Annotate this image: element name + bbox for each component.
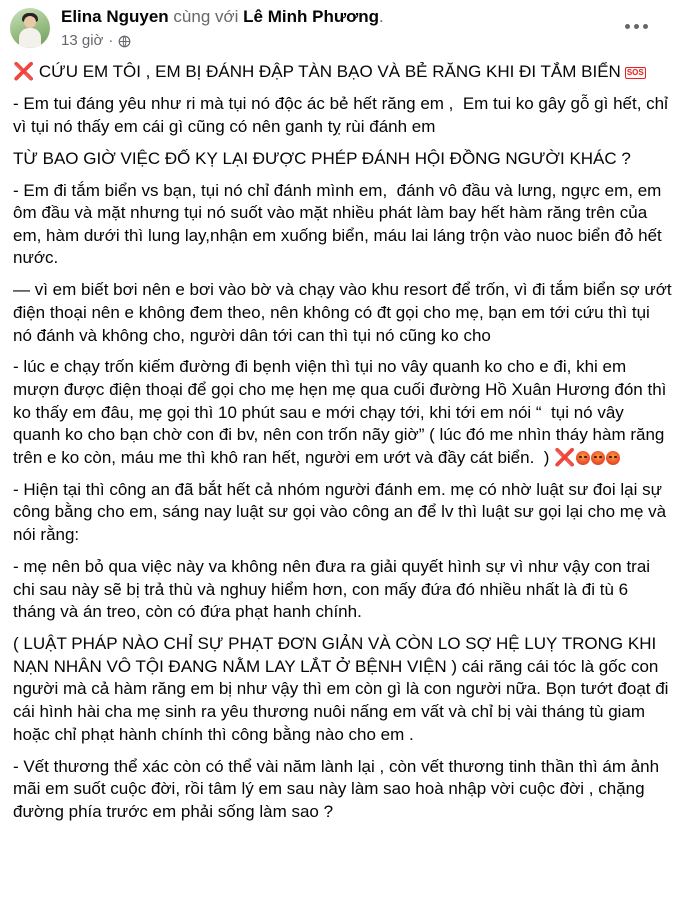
post-header [0, 0, 680, 60]
angry-face-icon [606, 451, 620, 465]
paragraph-6: - Hiện tại thì công an đã bắt hết cả nhóm người đánh em. mẹ có nhờ luật sư đoi lại sự công bằng cho em, sáng nay luật sư gọi vào công an để lv thì luật sư gọi lại cho mẹ và nói rằng: [13, 479, 671, 545]
post-body [13, 61, 677, 833]
paragraph-3: - Em đi tắm biển vs bạn, tụi nó chỉ đánh mình em, đánh vô đầu và lưng, ngực em, em ôm đầu và mặt nhưng tụi nó suốt vào mặt nhiều phát làm bay hết hàm răng trên của em, hàm dưới thì lung lay,nhận em xuống biển, máu lai láng trộn vào nuoc biển đỏ hết nước. [13, 180, 667, 268]
tagged-name[interactable]: Lê Minh Phương [243, 7, 379, 26]
author-avatar[interactable] [10, 8, 50, 48]
globe-icon[interactable] [118, 35, 131, 48]
angry-face-icon [591, 451, 605, 465]
tagged-suffix: . [379, 7, 384, 26]
paragraph-2: TỪ BAO GIỜ VIỆC ĐỐ KỴ LẠI ĐƯỢC PHÉP ĐÁNH HỘI ĐỒNG NGƯỜI KHÁC ? [13, 148, 631, 168]
paragraph-5: - lúc e chạy trốn kiếm đường đi bẹnh viện thì tụi no vây quanh ko cho e đi, khi em mượn được điện thoại để gọi cho mẹ hẹn mẹ qua cuối đường Hồ Xuân Hương đón thì ko thấy em đâu, mẹ gọi thì 10 phút sau e mới chạy tới, khi tới em nói “ tụi nó vây quanh ko cho bạn chờ con đi bv, nên con trốn nãy giờ” ( lúc đó me nhìn tháy hàm răng trên e ko còn, máu me thì khô ran hết, người em ướt và đầy cát biển. ) ❌ [13, 357, 672, 467]
author-line [61, 6, 384, 28]
paragraph-1: - Em tui đáng yêu như ri mà tụi nó độc ác bẻ hết răng em , Em tui ko gây gỗ gì hết, chỉ vì tụi nó thấy em cái gì cũng có nên ganh tỵ rùi đánh em [13, 93, 673, 136]
more-dots-icon[interactable] [618, 12, 654, 40]
post-time[interactable]: 13 giờ [61, 32, 104, 49]
paragraph-8: ( LUẬT PHÁP NÀO CHỈ SỰ PHẠT ĐƠN GIẢN VÀ CÒN LO SỢ HỆ LUỴ TRONG KHI NẠN NHÂN VÔ TỘI ĐANG NẰM LAY LẮT Ở BỆNH VIỆN ) cái răng cái tóc là gốc con người mà cả hàm răng em bị như vậy thì em còn gì là con người nữa. Bọn tướt đoạt đi cái hình hài cha mẹ sinh ra yêu thương nuôi nấng em vất và chỉ bị vài tháng tù giam hoặc chỉ phạt hành chính thì công bằng nào cho em . [13, 634, 674, 744]
post-meta [61, 31, 131, 51]
post-title: ❌ CỨU EM TÔI , EM BỊ ĐÁNH ĐẬP TÀN BẠO VÀ BẺ RĂNG KHI ĐI TẮM BIỂN SOS [13, 62, 644, 81]
sos-icon: SOS [626, 68, 644, 77]
paragraph-4: — vì em biết bơi nên e bơi vào bờ và chạy vào khu resort để trốn, vì đi tắm biển sợ ướt điện thoại nên e không đem theo, nên không có đt gọi cho mẹ, bạn em tới cứu thì tụi nó đánh và không cho, người dân tới can thì tụi nó cũng ko cho [13, 280, 677, 345]
paragraph-7: - mẹ nên bỏ qua việc này va không nên đưa ra giải quyết hình sự vì như vậy con trai chi sau này sẽ bị trả thù và nghuy hiểm hơn, con mấy đứa đó nhiều nhất là đi tù 6 tháng và án treo, còn có đứa phạt hanh chính. [13, 557, 655, 622]
meta-separator: · [108, 32, 114, 49]
paragraph-9: - Vết thương thể xác còn có thể vài năm lành lại , còn vết thương tinh thần thì ám ảnh mãi em suốt cuộc đời, rồi tâm lý em sau này làm sao hoà nhập vời cuộc đời , chặng đường phía trước em phải sống làm sao ? [13, 756, 664, 821]
cross-icon: ❌ [554, 447, 576, 467]
cross-icon: ❌ [13, 62, 35, 81]
author-name[interactable]: Elina Nguyen [61, 7, 169, 26]
angry-face-icon [576, 451, 590, 465]
with-text: cùng với [173, 7, 239, 26]
